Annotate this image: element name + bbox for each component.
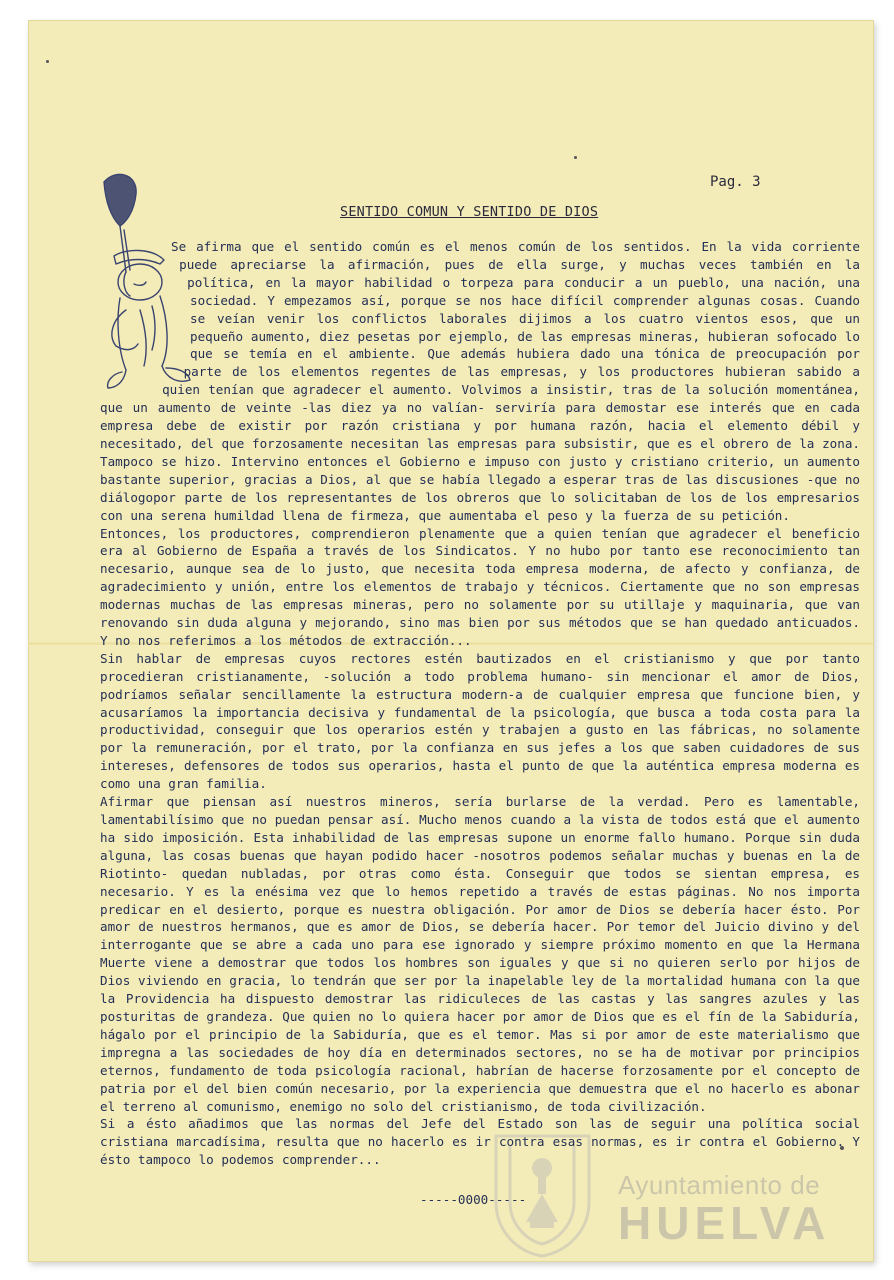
watermark-line-1: Ayuntamiento de [618,1170,821,1200]
document-page [28,20,874,1262]
city-seal-icon [490,1132,595,1260]
paragraph: Entonces, los productores, comprendieron plenamente que a quien tenían que agradecer el beneficio era al Gobierno de España a través de los Sindicatos. Y no hubo por tanto ese reconocimiento tan necesario, aunque sea de lo justo, que necesita toda empresa moderna, de afecto y confianza, de agradecimiento y unión, entre los elementos de trabajo y técnicos. Ciertamente que no son empresas modernas muchas de las empresas mineras, pero no solamente por su utillaje y maquinaria, que van renovando sin duda alguna y mejorando, sino mas bien por sus métodos que se han quedado anticuados. Y no nos referimos a los métodos de extracción... [100,525,860,648]
paragraph: Si a ésto añadimos que las normas del Jefe del Estado son las de seguir una política social cristiana marcadísima, resulta que no hacerlo es ir contra esas normas, es ir contra el Gobierno. Y ésto tampoco lo podemos comprender... [100,1116,860,1168]
page-number: Pag. 3 [710,174,761,190]
paragraph: Se afirma que el sentido común es el menos común de los sentidos. En la vida corriente puede apreciarse la afirmación, pues de ella surge, y muchas veces también en la política, en la mayor habilidad o torpeza para conducir a un pueblo, una nación, una sociedad. Y empezamos así, porque se nos hace difícil comprender algunas cosas. Cuando se veían venir los conflictos laborales dijimos a los cuatro vientos esos, que un pequeño aumento, diez pesetas por ejemplo, de las empresas mineras, hubieran sofocado lo que se temía en el ambiente. Que además hubiera dado una tónica de preocupación por parte de los elementos regentes de las empresas, y los productores hubieran sabido a quien tenían que agradecer el aumento. Volvimos a insistir, tras de la solución momentánea, que un aumento de veinte -las diez ya no valían- serviría para demostar ese interés que en cada empresa debe de existir por razón cristiana y por humana razón, hacia el elemento débil y necesitado, del que forzosamente necesitan las empresas para subsistir, que es el obrero de la zona. Tampoco se hizo. Intervino entonces el Gobierno e impuso con justo y cristiano criterio, un aumento bastante superior, gracias a Dios, al que se había llegado a esperar tras de las discusiones -que no diálogopor parte de los representantes de los obreros que lo solicitaban de los de los empresarios con una serena humildad llena de firmeza, que aumentaba el peso y la fuerza de su petición. [100,239,860,523]
archive-watermark [490,1132,860,1262]
article-title: SENTIDO COMUN Y SENTIDO DE DIOS [340,204,599,220]
watermark-line-2: HUELVA [618,1197,831,1249]
speck [574,156,577,159]
article-body [100,238,860,1169]
paragraph: Afirmar que piensan así nuestros mineros, sería burlarse de la verdad. Pero es lamentable, lamentabilísimo que no puedan pensar así. Mucho menos cuando a la vista de todos está que el aumento ha sido imposición. Esta inhabilidad de las empresas supone un enorme fallo humano. Porque sin duda alguna, las cosas buenas que hayan podido hacer -nosotros podemos señalar muchas y buenas en la de Riotinto- quedan nubladas, por otras como ésta. Conseguir que todos se sientan empresa, es necesario. Y es la enésima vez que lo hemos repetido a través de estas páginas. No nos importa predicar en el desierto, porque es nuestra obligación. Por amor de Dios se debería hacer ésto. Por amor de nuestros hermanos, que es amor de Dios, se debería hacer. Por temor del Juicio divino y del interrogante que se abre a cada uno para ese ignorado y siempre próximo momento en que la Hermana Muerte viene a demostrar que todos los hombres son iguales y que si no quieren serlo por hijos de Dios viviendo en gracia, lo tendrán que ser por la inapelable ley de la mortalidad humana con la que la Providencia ha dispuesto demostrar las ridiculeces de las castas y las sangres azules y las posturitas de grandeza. Que quien no lo quiera hacer por amor de Dios que es el fín de la Sabiduría, hágalo por el principio de la Sabiduría, que es el temor. Mas si por amor de este materialismo que impregna a las sociedades de hoy día en determinados sectores, no se ha de motivar por principios eternos, fundamento de toda psicología racional, habrían de hacerse forzosamente por el concepto de patria por el del bien común necesario, por la experiencia que demuestra que el no hacerlo es abonar el terreno al comunismo, enemigo no solo del cristianismo, de toda civilización. [100,794,860,1114]
speck [46,60,49,63]
end-separator: -----0000----- [420,1192,527,1207]
paragraph: Sin hablar de empresas cuyos rectores estén bautizados en el cristianismo y que por tanto procedieran cristianamente, -solución a todo problema humano- sin mencionar el amor de Dios, podríamos señalar sencillamente la estructura modern-a de cualquier empresa que funcione bien, y acusaríamos la importancia decisiva y fundamental de la psicología, que busca a toda costa para la productividad, conseguir que los operarios estén y trabajen a gusto en las fábricas, no solamente por la remuneración, por el trato, por la confianza en sus jefes a los que saben cuidadores de sus intereses, defensores de todos sus operarios, hasta el punto de que la auténtica empresa moderna es como una gran familia. [100,650,860,792]
